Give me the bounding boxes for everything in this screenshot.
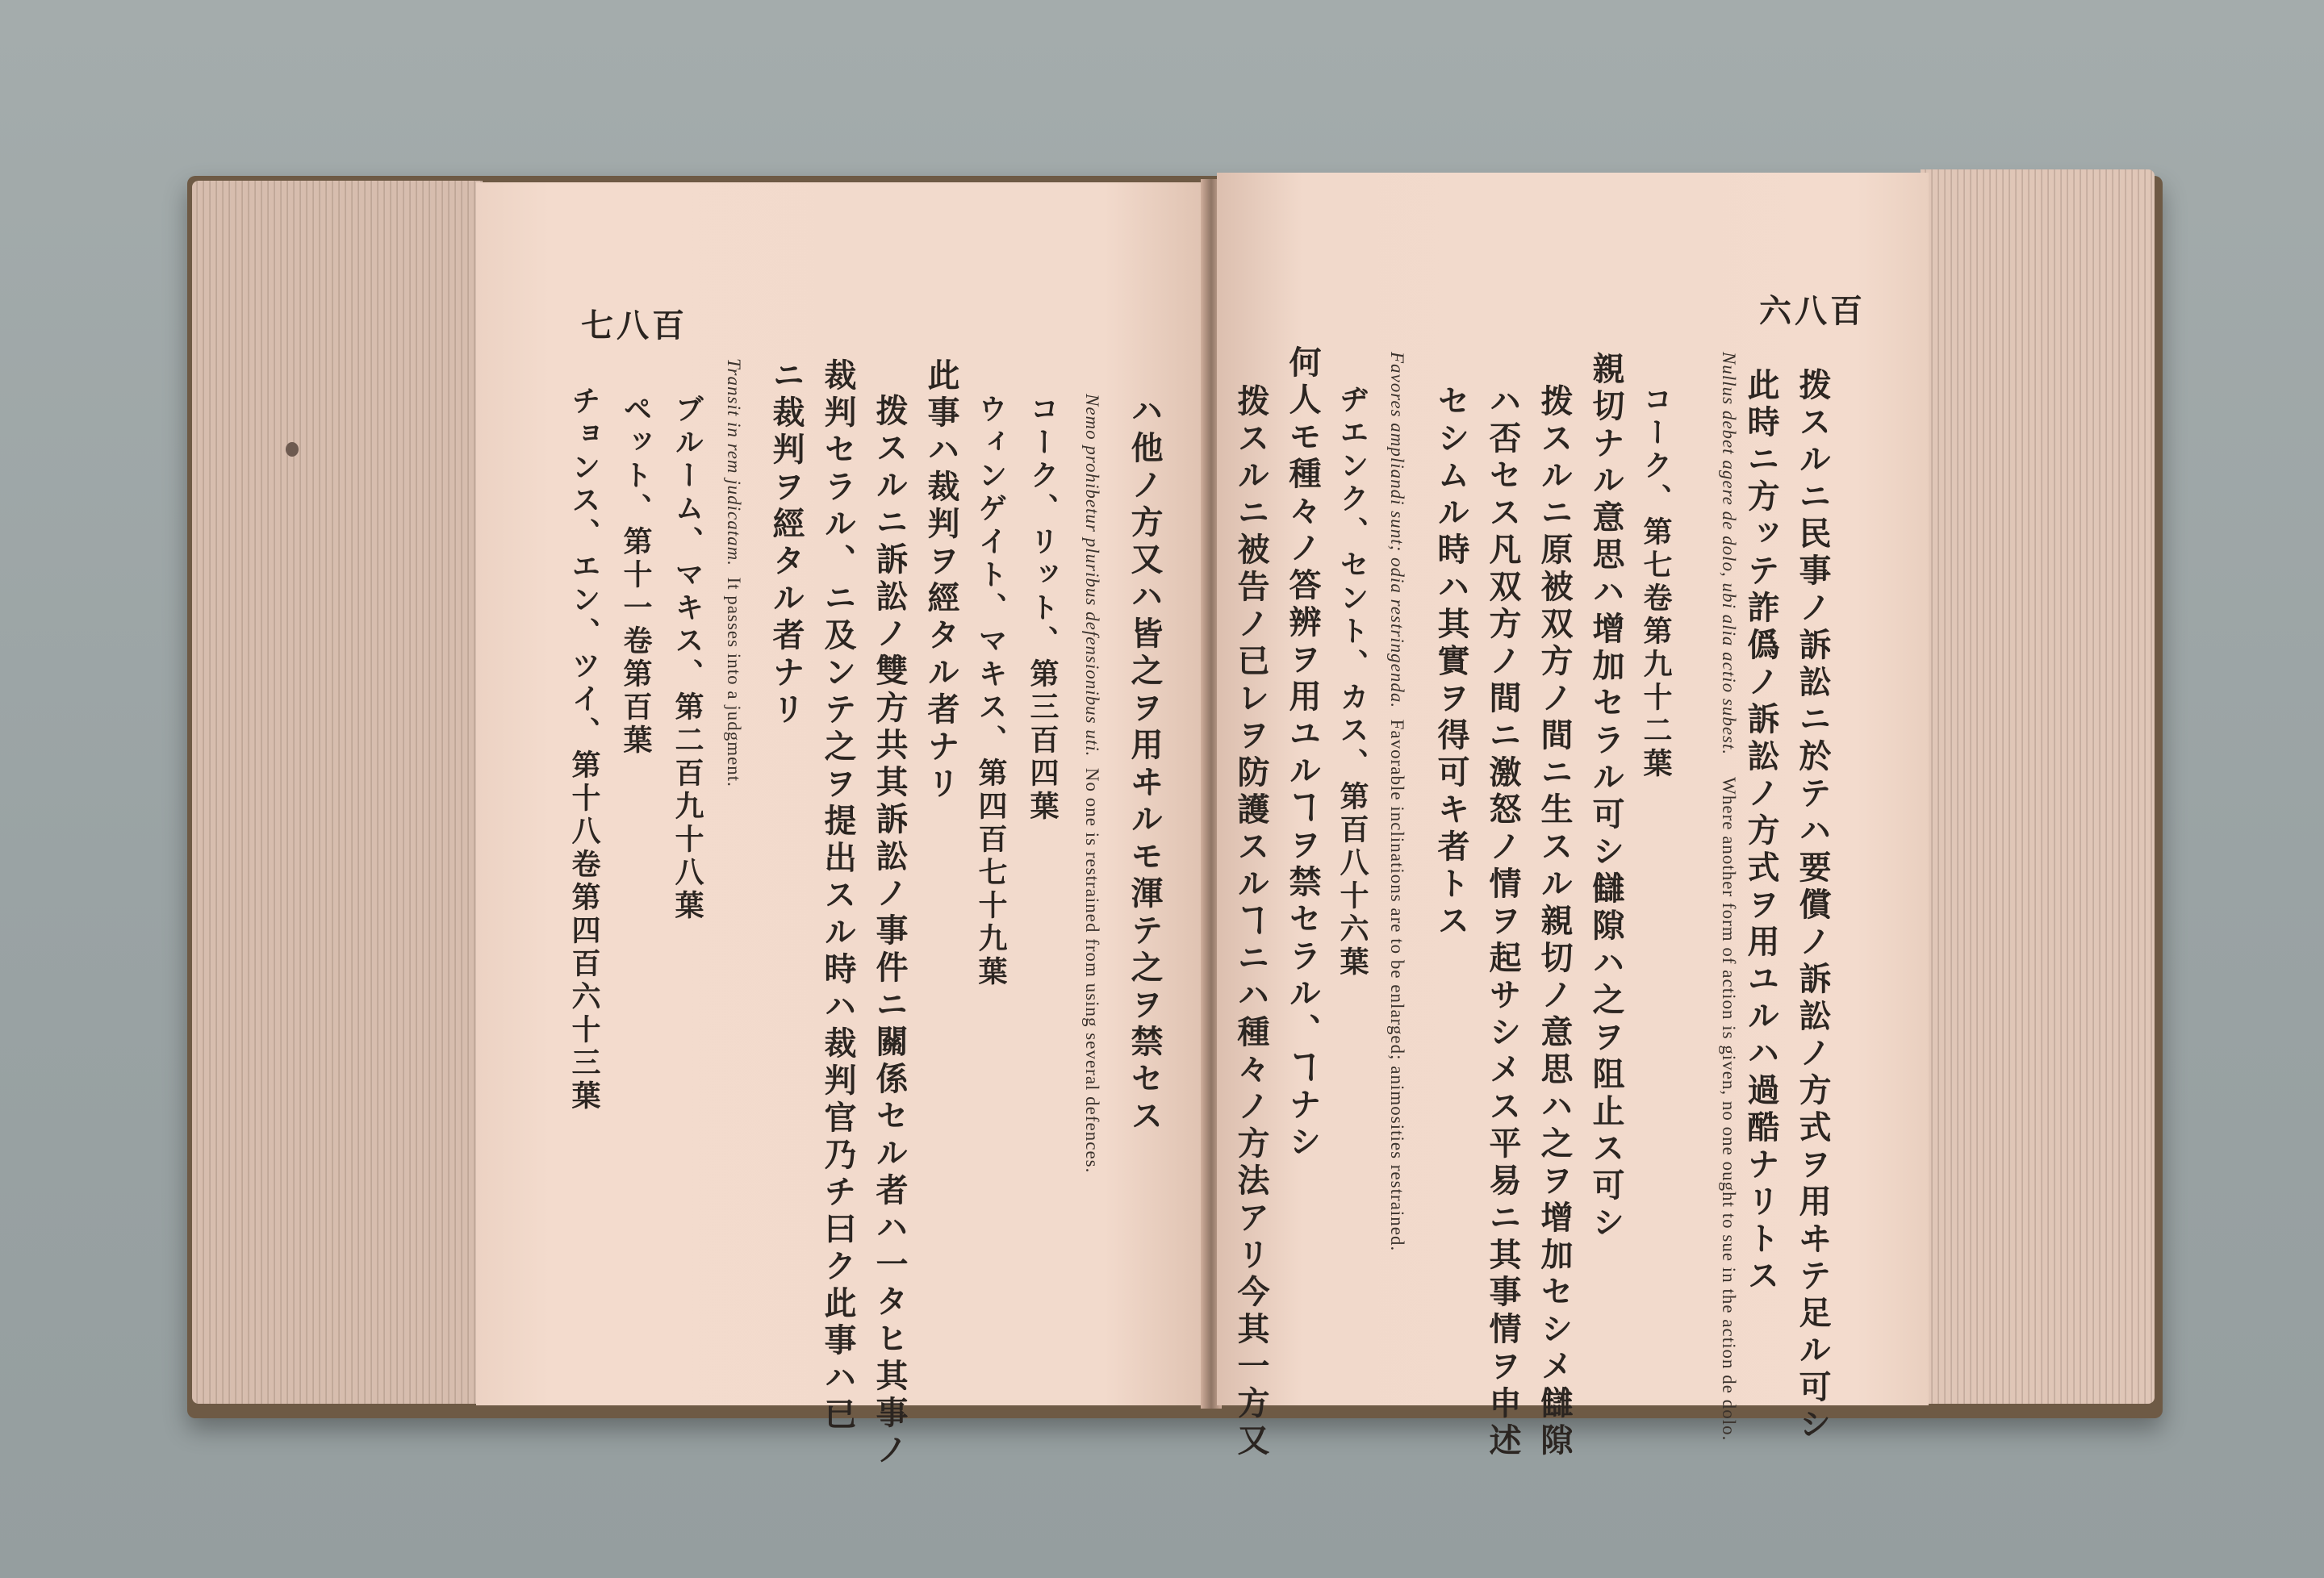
right-maxim-1 — [1691, 352, 1738, 1441]
left-line-1: ハ他ノ方又ハ皆之ヲ用ヰルモ渾テ之ヲ禁セス — [1126, 394, 1164, 1136]
left-maxim-2 — [725, 358, 743, 787]
left-maxim-2-latin: Transit in rem judicatam. — [724, 358, 744, 566]
worm-hole — [286, 442, 299, 457]
left-citation-1: コーク、リット、第三百四葉 — [1026, 394, 1060, 824]
left-citation-5: チョンス、エン、ツイ、第十八卷第四百六十三葉 — [567, 386, 601, 1113]
right-line-5: ハ否セス凡双方ノ間ニ激怒ノ情ヲ起サシメス平易ニ其事情ヲ申述 — [1484, 384, 1522, 1460]
right-line-3: 親切ナル意思ハ增加セラル可シ讎隙ハ之ヲ阻止ス可シ — [1587, 352, 1625, 1242]
left-page-folio: 七八百 — [581, 307, 688, 344]
right-line-7: 何人モ種々ノ答辨ヲ用ユルヿヲ禁セラル、ヿナシ — [1284, 345, 1322, 1162]
left-citation-2: ウィンゲイト、マキス、第四百七十九葉 — [974, 394, 1008, 989]
left-page-edges — [192, 181, 483, 1404]
right-maxim-2-latin: Favores ampliandi sunt; odia restringenda. — [1387, 352, 1407, 709]
right-page-edges — [1921, 169, 2155, 1404]
right-maxim-2 — [1388, 352, 1407, 1251]
right-maxim-2-english: Favorable inclinations are to be enlarged; animosities restrained. — [1387, 719, 1407, 1252]
left-line-5: ニ裁判ヲ經タル者ナリ — [767, 358, 805, 729]
left-line-3: 拨スルニ訴訟ノ雙方共其訴訟ノ事件ニ關係セル者ハ一タヒ其事ノ — [871, 394, 909, 1470]
right-page — [1217, 173, 1929, 1460]
left-maxim-2-english: It passes into a judgment. — [724, 577, 744, 787]
left-maxim-1-english: No one is restrained from using several defences. — [1082, 767, 1102, 1174]
left-line-4: 裁判セラル、ニ及ンテ之ヲ提出スル時ハ裁判官乃チ曰ク此事ハ已 — [819, 358, 857, 1434]
left-line-2: 此事ハ裁判ヲ經タル者ナリ — [922, 358, 960, 804]
right-line-1: 拨スルニ民事ノ訴訟ニ於テハ要償ノ訴訟ノ方式ヲ用ヰテ足ル可シ — [1794, 368, 1832, 1444]
right-maxim-1-english: Where another form of action is given, no one ought to sue in the action de dolo. — [1719, 777, 1739, 1442]
right-line-6: セシムル時ハ其實ヲ得可キ者トス — [1432, 384, 1470, 941]
right-line-2: 此時ニ方ッテ詐僞ノ訴訟ノ方式ヲ用ユルハ過酷ナリトス — [1742, 368, 1780, 1296]
right-line-8: 拨スルニ被告ノ已レヲ防護スルヿニハ種々ノ方法アリ今其一方又 — [1232, 384, 1270, 1460]
right-citation-1: コーク、第七卷第九十二葉 — [1639, 384, 1673, 781]
right-maxim-1-latin: Nullus debet agere de dolo, ubi alia actio subest. — [1719, 352, 1739, 756]
left-page — [476, 182, 1206, 1470]
left-citation-3: ブルーム、マキス、第二百九十八葉 — [671, 394, 704, 923]
left-citation-4: ペット、第十一卷第百葉 — [619, 394, 653, 758]
left-maxim-1 — [1083, 394, 1101, 1173]
right-citation-2: ヂエンク、セント、カス、第百八十六葉 — [1335, 384, 1369, 979]
right-line-4: 拨スルニ原被双方ノ間ニ生スル親切ノ意思ハ之ヲ增加セシメ讎隙 — [1536, 384, 1574, 1460]
left-maxim-1-latin: Nemo prohibetur pluribus defensionibus uti. — [1082, 394, 1102, 758]
right-page-folio: 六八百 — [1759, 292, 1866, 330]
